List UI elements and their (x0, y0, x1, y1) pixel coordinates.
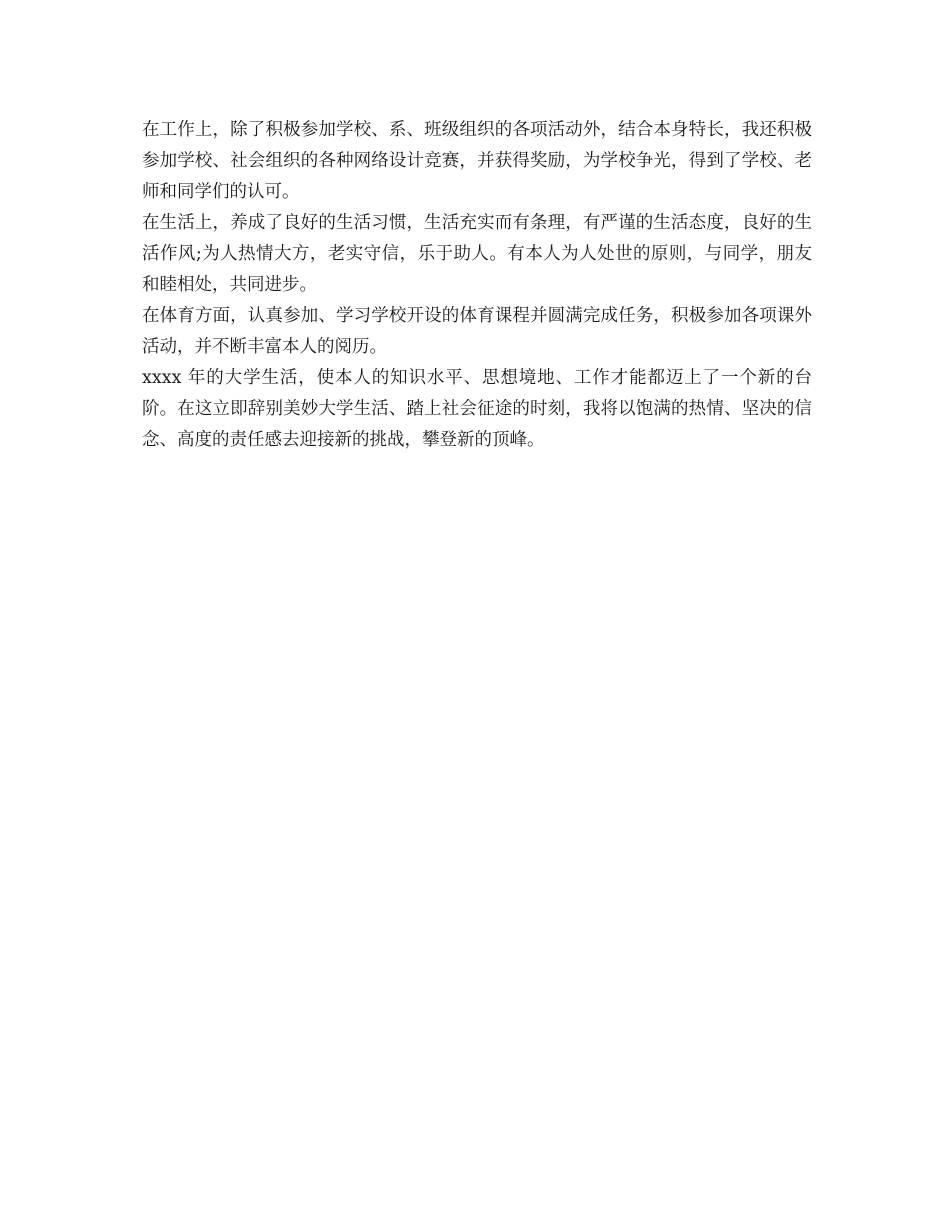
paragraph-life: 在生活上，养成了良好的生活习惯，生活充实而有条理，有严谨的生活态度，良好的生活作风;为人热情大方，老实守信，乐于助人。有本人为人处世的原则，与同学，朋友和睦相处，共同进步。 (142, 213, 812, 295)
document-body (142, 115, 812, 456)
paragraph-sports: 在体育方面，认真参加、学习学校开设的体育课程并圆满完成任务，积极参加各项课外活动，并不断丰富本人的阅历。 (142, 306, 812, 357)
paragraph-work: 在工作上，除了积极参加学校、系、班级组织的各项活动外，结合本身特长，我还积极参加学校、社会组织的各种网络设计竞赛，并获得奖励，为学校争光，得到了学校、老师和同学们的认可。 (142, 120, 812, 202)
paragraph-conclusion: xxxx 年的大学生活，使本人的知识水平、思想境地、工作才能都迈上了一个新的台阶。在这立即辞别美妙大学生活、踏上社会征途的时刻，我将以饱满的热情、坚决的信念、高度的责任感去迎接新的挑战，攀登新的顶峰。 (142, 368, 812, 450)
